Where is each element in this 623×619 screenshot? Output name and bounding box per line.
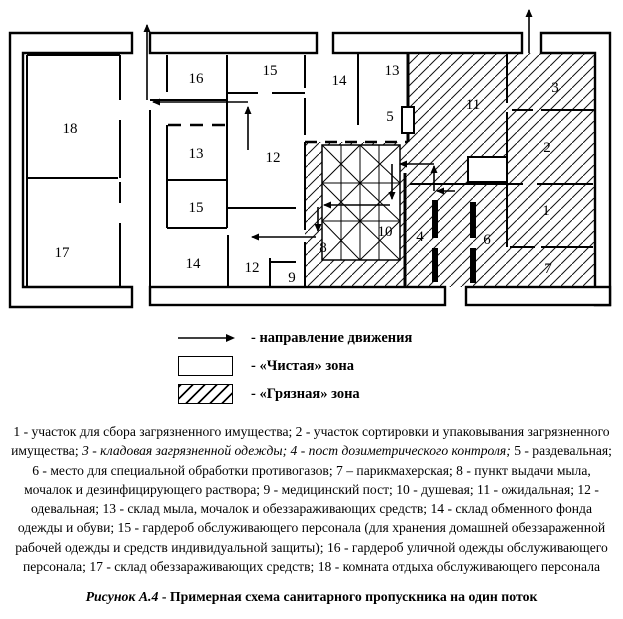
description-part1: 1 - участок для сбора загрязненного имущества; 2 - участок сортировки и упаковывания загрязненного имущества; <box>11 424 610 459</box>
legend-label-dirty: - «Грязная» зона <box>251 385 360 402</box>
room-label-18: 18 <box>62 121 78 137</box>
room-label-14: 14 <box>185 256 201 272</box>
room-label-6: 6 <box>483 232 491 248</box>
bottom-wall-band-left <box>150 287 445 305</box>
figure-title: - Примерная схема санитарного пропускника на один поток <box>158 589 538 605</box>
bottom-wall-band-right <box>466 287 610 305</box>
bench-box <box>468 157 507 182</box>
room-label-1: 1 <box>542 203 550 219</box>
legend-row-direction <box>178 324 623 352</box>
room-label-15: 15 <box>188 200 204 216</box>
room-label-7: 7 <box>544 261 552 277</box>
legend-label-clean: - «Чистая» зона <box>251 357 355 374</box>
direction-arrow-icon <box>178 333 235 343</box>
airlock-box <box>402 107 414 133</box>
left-building-wall <box>10 33 132 307</box>
dirty-zone-icon <box>178 384 233 404</box>
legend-row-clean-zone <box>178 352 623 380</box>
dashed-walls <box>168 125 408 142</box>
room-label-13: 13 <box>384 63 400 79</box>
legend-row-dirty-zone <box>178 380 623 408</box>
room-label-8: 8 <box>319 240 327 256</box>
room-label-9: 9 <box>288 270 296 286</box>
legend-label-direction: - направление движения <box>251 329 413 346</box>
top-wall-band-1 <box>150 33 317 53</box>
room-label-4: 4 <box>416 229 424 245</box>
shower-stalls <box>322 145 400 260</box>
top-wall-band-2 <box>333 33 522 53</box>
room-label-10: 10 <box>377 224 393 240</box>
room-label-12: 12 <box>265 150 281 166</box>
room-label-2: 2 <box>543 140 551 156</box>
room-label-12: 12 <box>244 260 260 276</box>
room-label-14: 14 <box>331 73 347 89</box>
figure-label: Рисунок А.4 <box>85 589 159 605</box>
room-label-16: 16 <box>188 71 204 87</box>
room-label-5: 5 <box>386 109 394 125</box>
room-label-13: 13 <box>188 146 204 162</box>
room-label-15: 15 <box>262 63 278 79</box>
room-label-17: 17 <box>54 245 70 261</box>
legend <box>178 324 623 408</box>
description-part2: 3 - кладовая загрязненной одежды; 4 - пост дозиметрического контроля; <box>82 443 515 459</box>
room-label-3: 3 <box>551 80 559 96</box>
room-label-11: 11 <box>465 97 481 113</box>
room-list-description <box>10 422 614 576</box>
description-part3: 5 - раздевальная; 6 - место для специальной обработки противогазов; 7 – парикмахерская; 8 - пункт выдачи мыла, мочалок и дезинфицирующего раствора; 9 - медицинский пост; 10 - душевая; 11 - ожидальная; 12 - одевальная; 13 - склад мыла, мочалок и обеззараживающих средств; 14 - склад обменного фонда одежды и обуви; 15 - гардероб обслуживающего персонала (для хранения домашней обеззараженной рабочей одежды и средств индивидуальной защиты); 16 - гардероб уличной одежды обслуживающего персонала; 17 - склад обеззараживающих средств; 18 - комната отдыха обслуживающего персонала <box>15 443 612 575</box>
figure-caption <box>0 589 623 605</box>
clean-zone-icon <box>178 356 233 376</box>
